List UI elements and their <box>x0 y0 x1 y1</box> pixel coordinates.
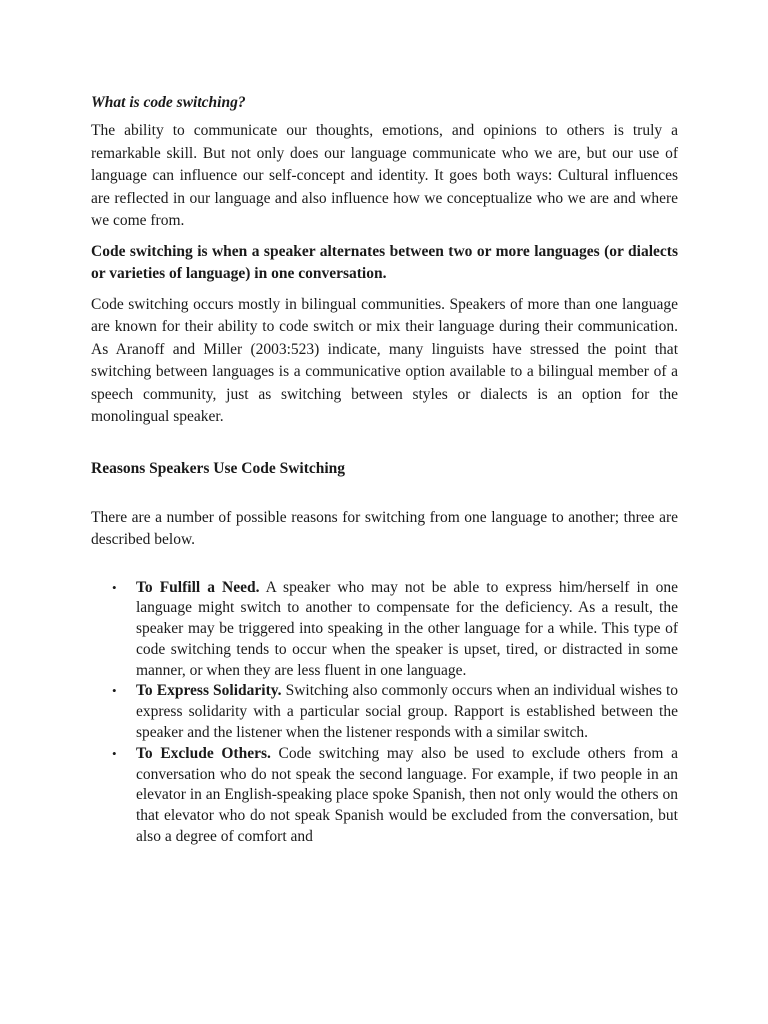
reason-term: To Fulfill a Need. <box>136 578 260 596</box>
bullet-icon: • <box>112 745 117 761</box>
list-item <box>112 681 679 743</box>
bullet-icon: • <box>112 579 117 595</box>
list-item <box>112 578 678 682</box>
reason-text: A speaker who may not be able to express him/herself in one language might switch to another to compensate for the deficiency. As a result, the speaker may be triggered into speaking in the other language for a while. This type of code switching tends to occur when the speaker is upset, tired, or distracted in some manner, or when they are less fluent in one language. <box>136 578 678 679</box>
intro-paragraph: The ability to communicate our thoughts, emotions, and opinions to others is truly a remarkable skill. But not only does our language communicate who we are, but our use of language can influence our self-concept and identity. It goes both ways: Cultural influences are reflected in our language and also influence how we conceptualize who we are and where we come from. <box>91 122 678 229</box>
definition-paragraph: Code switching is when a speaker alternates between two or more languages (or dialects or varieties of language) in one conversation. <box>91 242 678 282</box>
reason-term: To Express Solidarity. <box>136 682 282 700</box>
list-item <box>112 744 678 848</box>
bilingual-paragraph: Code switching occurs mostly in bilingual communities. Speakers of more than one language are known for their ability to code switch or mix their language during their communication. As Aranoff and Miller (2003:523) indicate, many linguists have stressed the point that switching between languages is a communicative option available to a bilingual member of a speech community, just as switching between styles or dialects is an option for the monolingual speaker. <box>91 295 678 425</box>
section-heading: Reasons Speakers Use Code Switching <box>91 459 346 477</box>
reasons-list <box>91 578 678 848</box>
reason-term: To Exclude Others. <box>136 744 271 762</box>
page-title: What is code switching? <box>91 94 246 111</box>
reason-text: Switching also commonly occurs when an individual wishes to express solidarity with a particular social group. Rapport is established between the speaker and the listener when the listener responds with a similar switch. <box>136 682 679 742</box>
reason-text: Code switching may also be used to exclude others from a conversation who do not speak the second language. For example, if two people in an elevator in an English-speaking place spoke Spanish, then not only would the others on that elevator who do not speak Spanish would be excluded from the conversation, but also a degree of comfort and <box>136 744 678 846</box>
section-intro-paragraph: There are a number of possible reasons for switching from one language to another; three are described below. <box>91 508 678 548</box>
bullet-icon: • <box>112 683 117 699</box>
